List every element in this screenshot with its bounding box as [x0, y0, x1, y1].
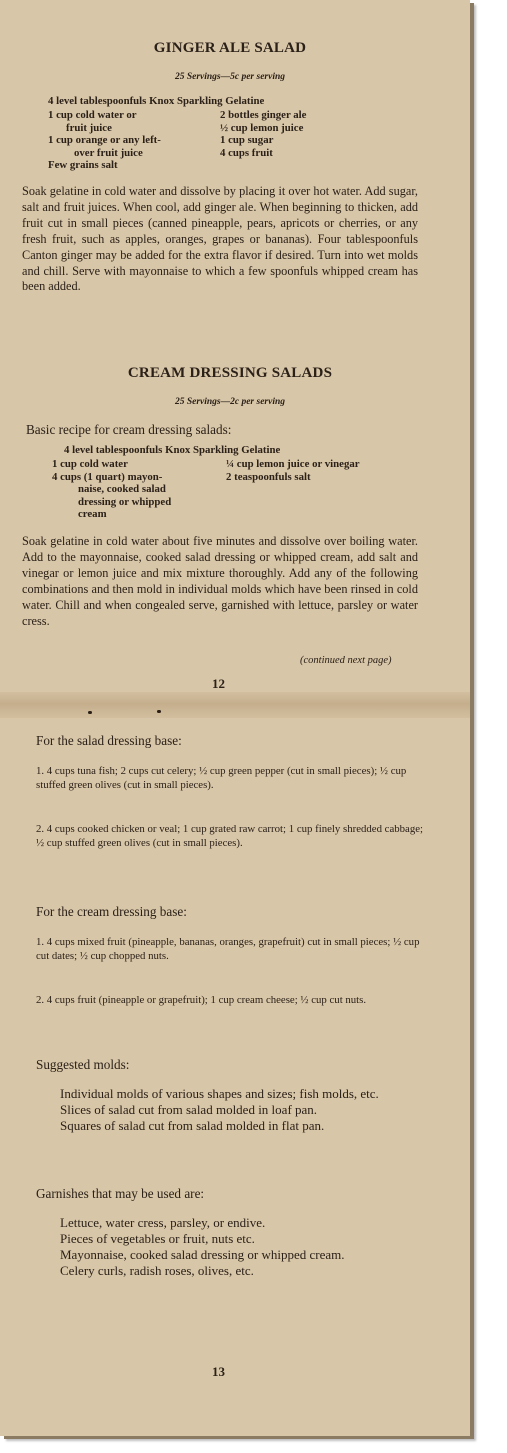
page-number-13: 13: [212, 1364, 225, 1379]
cream-base-item-1: 1. 4 cups mixed fruit (pineapple, bananas, oranges, grapefruit) cut in small pieces; ½ cup cut dates; ½ cup chopped nuts.: [36, 936, 420, 962]
garnish-item: Pieces of vegetables or fruit, nuts etc.: [60, 1231, 255, 1246]
ginger-ingredient-gelatine: 4 level tablespoonfuls Knox Sparkling Gelatine: [48, 95, 265, 107]
punch-hole-mark: [157, 710, 161, 713]
ingredient: 2 teaspoonfuls salt: [226, 470, 311, 483]
punch-hole-mark: [88, 711, 92, 714]
continued-note: (continued next page): [300, 655, 392, 666]
ingredient: 1 cup orange or any left-: [48, 134, 161, 147]
ginger-directions: Soak gelatine in cold water and dissolve by placing it over hot water. Add sugar, salt and fruit juices. When cool, add ginger ale. When beginning to thicken, add fruit cut in small pieces (canned pineapple, pears, apricots or cherries, or any fresh fruit, such as apples, oranges, grapes or bananas). Four tablespoonfuls Canton ginger may be added for the extra flavor if desired. Turn into wet molds and chill. Serve with mayonnaise to which a few spoonfuls whipped cream has been added.: [22, 184, 418, 294]
garnish-item: Lettuce, water cress, parsley, or endive.: [60, 1215, 266, 1230]
ginger-ingredients-right: [220, 109, 420, 159]
ingredient: ½ cup lemon juice: [220, 121, 304, 134]
salad-base-item-1: 1. 4 cups tuna fish; 2 cups cut celery; ½ cup green pepper (cut in small pieces); ½ cup stuffed green olives (cut in small pieces).: [36, 765, 407, 791]
ingredient: 1 cup sugar: [220, 134, 274, 147]
cream-dressing-servings: 25 Servings—2c per serving: [174, 397, 286, 407]
cream-ingredients-right: [226, 458, 426, 483]
ingredient: fruit juice: [66, 121, 112, 134]
cream-ingredients-left: [52, 458, 230, 521]
ingredient: Few grains salt: [48, 159, 118, 172]
ingredient: naise, cooked salad: [78, 483, 166, 496]
garnish-list: [60, 1215, 430, 1279]
molds-heading: Suggested molds:: [36, 1057, 130, 1072]
ingredient: 2 bottles ginger ale: [220, 109, 307, 121]
ginger-ale-title: GINGER ALE SALAD: [153, 40, 307, 56]
ingredient: ¼ cup lemon juice or vinegar: [226, 458, 360, 470]
basic-recipe-label: Basic recipe for cream dressing salads:: [26, 422, 232, 437]
cream-base-item-2: 2. 4 cups fruit (pineapple or grapefruit); 1 cup cream cheese; ½ cup cut nuts.: [36, 994, 367, 1006]
molds-list: [60, 1086, 430, 1134]
molds-item: Individual molds of various shapes and sizes; fish molds, etc.: [60, 1086, 379, 1101]
page-fold: [0, 692, 470, 718]
cream-directions: Soak gelatine in cold water about five minutes and dissolve over boiling water. Add to the mayonnaise, cooked salad dressing or whipped cream, add salt and vinegar or lemon juice and mix mixture thoroughly. Add any of the following combinations and then mold in individual molds which have been rinsed in cold water. Chill and when congealed serve, garnished with lettuce, parsley or water cress.: [22, 534, 418, 628]
ingredient: 1 cup cold water or: [48, 109, 137, 121]
ingredient: 1 cup cold water: [52, 458, 128, 470]
ingredient: 4 cups (1 quart) mayon-: [52, 470, 163, 483]
ingredient: cream: [78, 508, 107, 521]
ingredient: over fruit juice: [74, 146, 143, 159]
page-number-12: 12: [212, 676, 225, 691]
cream-dressing-title: CREAM DRESSING SALADS: [127, 365, 333, 381]
salad-base-item-2: 2. 4 cups cooked chicken or veal; 1 cup grated raw carrot; 1 cup finely shredded cabbage; ½ cup stuffed green olives (cut in small pieces).: [36, 823, 424, 849]
ingredient: dressing or whipped: [78, 495, 172, 508]
ingredient: 4 cups fruit: [220, 146, 273, 159]
ginger-ale-servings: 25 Servings—5c per serving: [174, 72, 286, 82]
salad-base-heading: For the salad dressing base:: [36, 733, 182, 748]
cream-ingredient-gelatine: 4 level tablespoonfuls Knox Sparkling Gelatine: [64, 444, 281, 456]
cream-base-heading: For the cream dressing base:: [36, 904, 187, 919]
molds-item: Slices of salad cut from salad molded in loaf pan.: [60, 1102, 318, 1117]
garnish-item: Celery curls, radish roses, olives, etc.: [60, 1263, 254, 1278]
garnish-item: Mayonnaise, cooked salad dressing or whipped cream.: [60, 1247, 345, 1262]
garnish-heading: Garnishes that may be used are:: [36, 1186, 205, 1201]
ginger-ingredients-left: [48, 109, 223, 172]
molds-item: Squares of salad cut from salad molded in flat pan.: [60, 1118, 325, 1133]
